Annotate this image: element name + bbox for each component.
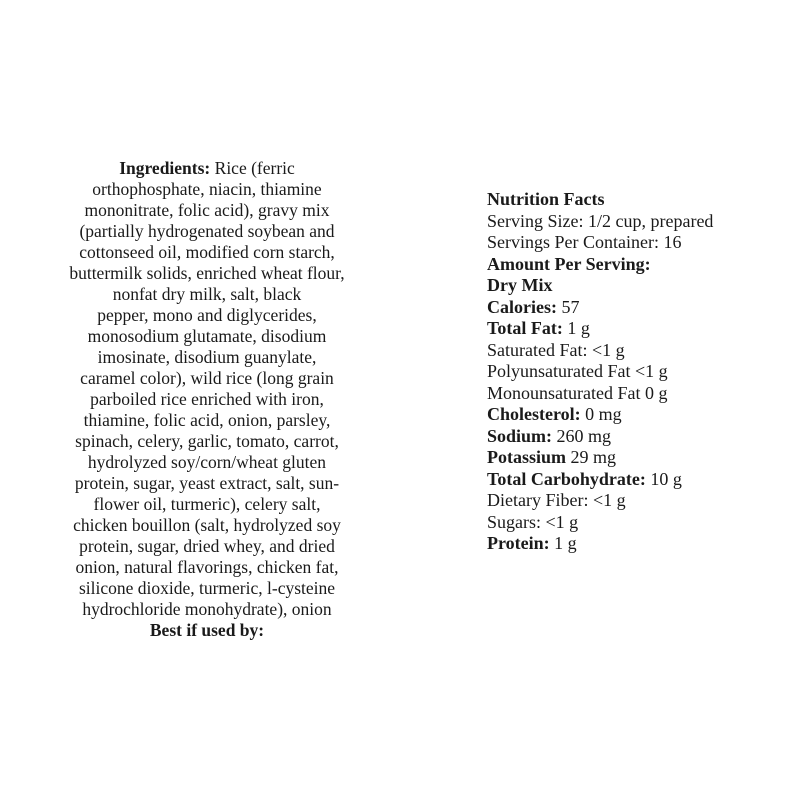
calories-value: 57	[556, 296, 580, 317]
ingredients-line: thiamine, folic acid, onion, parsley,	[83, 410, 331, 430]
ingredients-line: caramel color), wild rice (long grain	[80, 368, 334, 388]
ingredients-line: protein, sugar, yeast extract, salt, sun-	[74, 473, 340, 493]
dietary-fiber-row: Dietary Fiber: <1 g	[487, 490, 626, 510]
ingredients-line: orthophosphate, niacin, thiamine	[92, 179, 322, 199]
polyunsaturated-fat-row: Polyunsaturated Fat <1 g	[487, 361, 668, 381]
nutrition-title: Nutrition Facts	[487, 189, 605, 209]
cholesterol-row	[487, 404, 787, 426]
ingredients-line: onion, natural flavorings, chicken fat,	[75, 557, 339, 577]
ingredients-line: buttermilk solids, enriched wheat flour,	[69, 263, 345, 283]
ingredients-line: monosodium glutamate, disodium	[87, 326, 327, 346]
protein-label: Protein:	[487, 533, 550, 553]
ingredients-line: pepper, mono and diglycerides,	[97, 305, 317, 325]
total-carbohydrate-value: 10 g	[645, 468, 682, 489]
sugars-row: Sugars: <1 g	[487, 511, 579, 532]
best-if-used-by-label: Best if used by:	[149, 620, 265, 640]
nutrition-facts-block	[487, 189, 787, 555]
potassium-label: Potassium	[487, 447, 567, 467]
servings-per-container: Servings Per Container: 16	[487, 232, 682, 252]
saturated-fat-row: Saturated Fat: <1 g	[487, 339, 625, 360]
ingredients-text: Rice (ferric	[210, 158, 295, 178]
ingredients-line: chicken bouillon (salt, hydrolyzed soy	[73, 515, 341, 535]
sodium-value: 260 mg	[552, 425, 612, 446]
ingredients-line: imosinate, disodium guanylate,	[97, 347, 317, 367]
calories-label: Calories:	[487, 296, 557, 317]
ingredients-line: parboiled rice enriched with iron,	[90, 389, 324, 409]
protein-value: 1 g	[549, 533, 577, 553]
ingredients-line: hydrochloride monohydrate), onion	[82, 599, 332, 619]
cholesterol-value: 0 mg	[580, 404, 622, 424]
sodium-label: Sodium:	[487, 425, 553, 446]
ingredients-line: mononitrate, folic acid), gravy mix	[84, 200, 330, 220]
potassium-value: 29 mg	[566, 447, 617, 467]
ingredients-line: silicone dioxide, turmeric, l-cysteine	[78, 578, 336, 598]
serving-size: Serving Size: 1/2 cup, prepared	[487, 210, 714, 231]
ingredients-heading: Ingredients:	[119, 158, 211, 178]
total-fat-label: Total Fat:	[487, 318, 563, 338]
amount-per-serving-heading: Amount Per Serving:	[487, 253, 651, 274]
potassium-row	[487, 447, 787, 469]
total-carbohydrate-label: Total Carbohydrate:	[487, 468, 646, 489]
ingredients-line: spinach, celery, garlic, tomato, carrot,	[75, 431, 339, 451]
ingredients-line: protein, sugar, dried whey, and dried	[79, 536, 335, 556]
ingredients-line-0	[48, 158, 366, 179]
ingredients-line: nonfat dry milk, salt, black	[112, 284, 302, 304]
ingredients-line: flower oil, turmeric), celery salt,	[93, 494, 321, 514]
protein-row	[487, 533, 787, 555]
calories-row	[487, 297, 787, 319]
total-fat-value: 1 g	[562, 318, 590, 338]
total-carbohydrate-row	[487, 469, 787, 491]
sodium-row	[487, 426, 787, 448]
ingredients-line: (partially hydrogenated soybean and	[79, 221, 335, 241]
ingredients-line: cottonseed oil, modified corn starch,	[79, 242, 335, 262]
monounsaturated-fat-row: Monounsaturated Fat 0 g	[487, 382, 668, 403]
dry-mix-heading: Dry Mix	[487, 275, 553, 295]
ingredients-block	[48, 158, 366, 641]
total-fat-row	[487, 318, 787, 340]
ingredients-line: hydrolyzed soy/corn/wheat gluten	[87, 452, 327, 472]
cholesterol-label: Cholesterol:	[487, 404, 581, 424]
